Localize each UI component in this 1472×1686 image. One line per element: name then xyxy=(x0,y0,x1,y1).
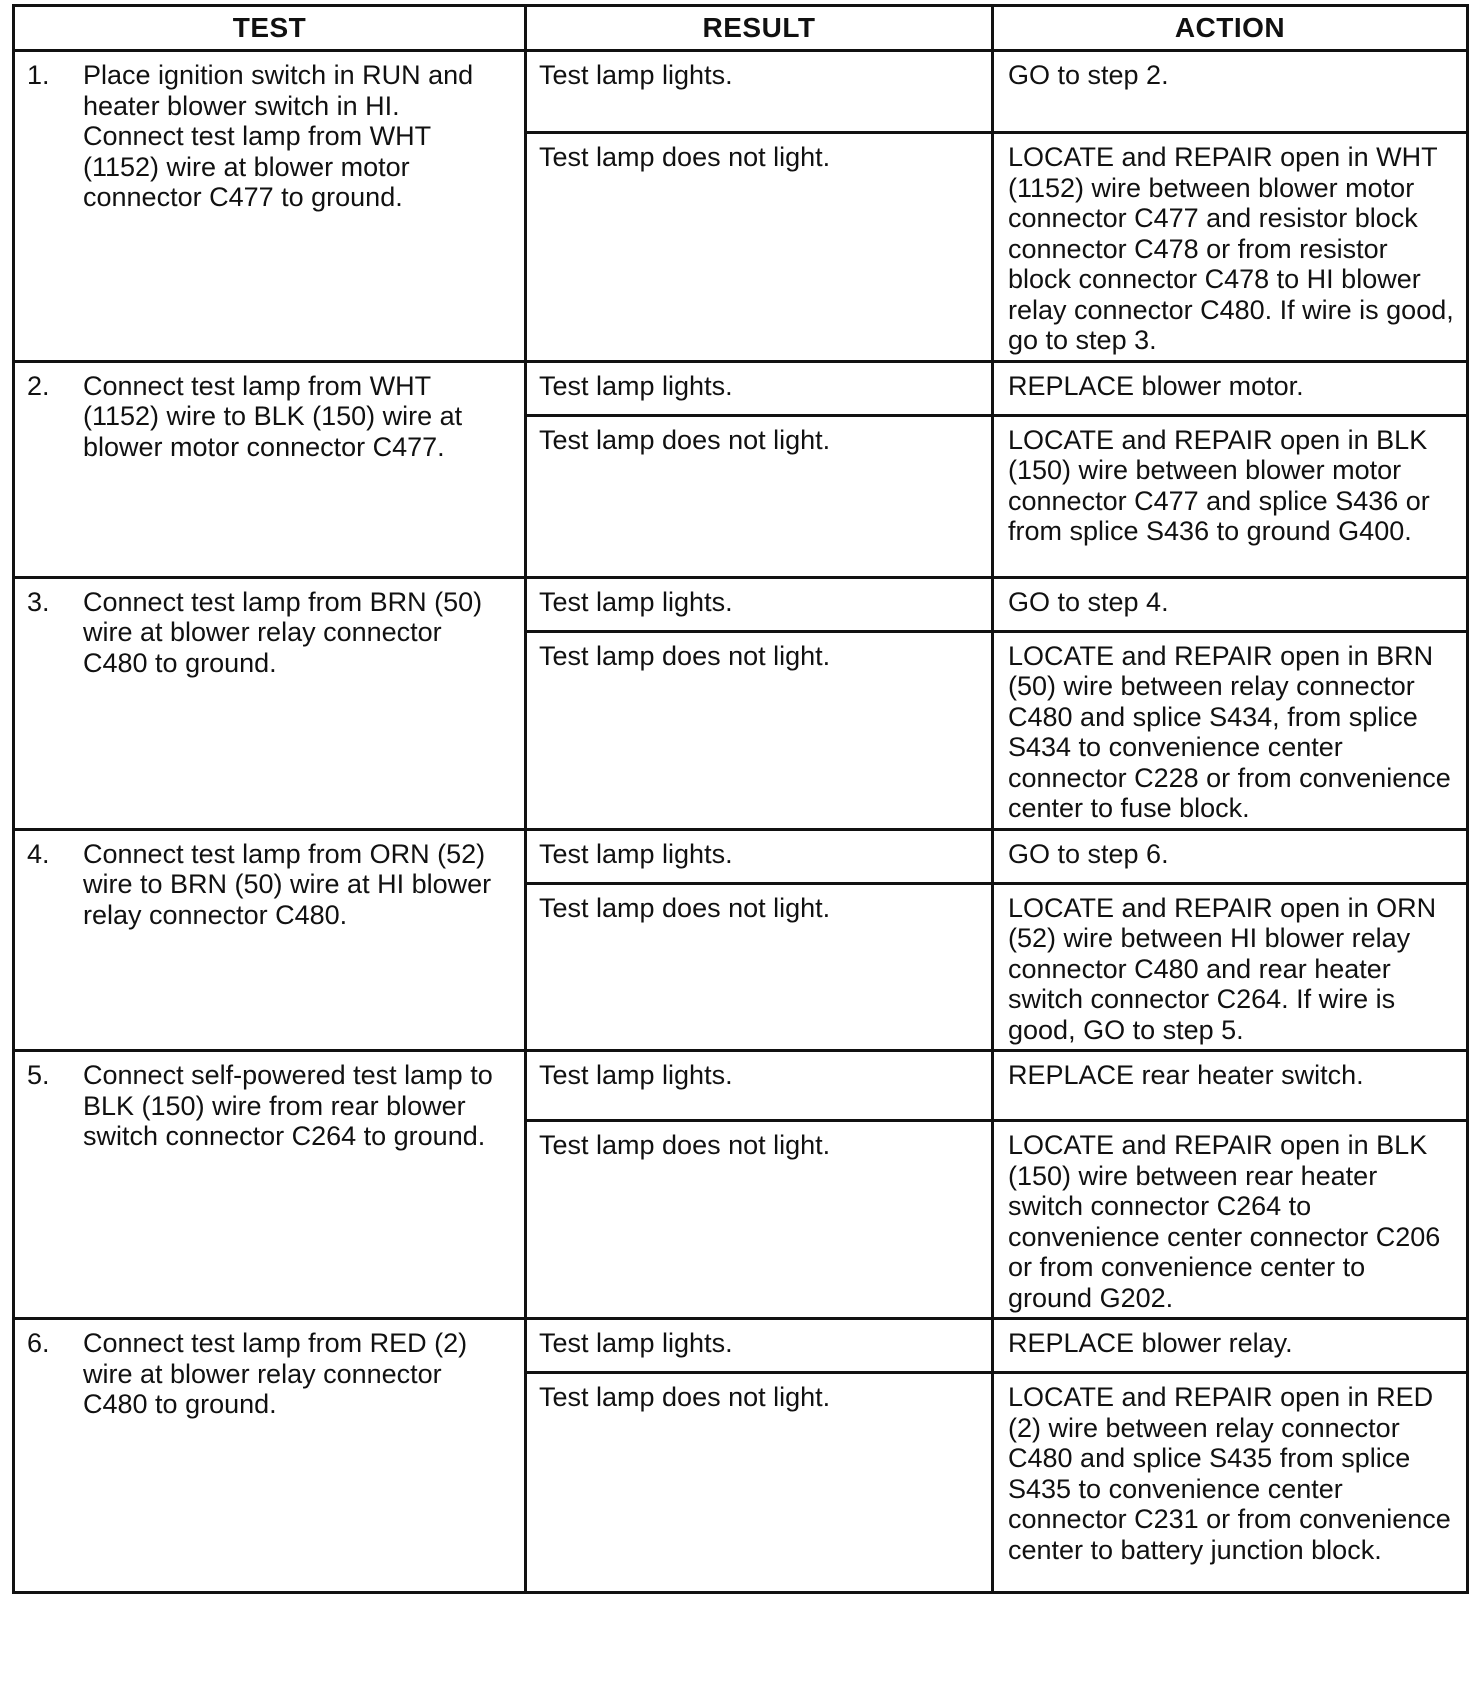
step-3-row-a xyxy=(14,577,1468,631)
header-result: RESULT xyxy=(526,6,993,51)
result-cell: Test lamp does not light. xyxy=(526,631,993,829)
step-4-test-cell xyxy=(14,829,526,1051)
header-test: TEST xyxy=(14,6,526,51)
result-cell: Test lamp does not light. xyxy=(526,415,993,577)
step-test-text: Place ignition switch in RUN and heater blower switch in HI. Connect test lamp from WHT (1152) wire at blower motor connector C477 to ground. xyxy=(83,60,474,212)
action-cell: LOCATE and REPAIR open in WHT (1152) wire between blower motor connector C477 and resistor block connector C478 or from resistor block connector C478 to HI blower relay connector C480. If wire is good, go to step 3. xyxy=(993,133,1468,362)
step-number: 6. xyxy=(27,1328,50,1358)
step-number: 5. xyxy=(27,1060,50,1090)
step-1-row-a xyxy=(14,51,1468,133)
action-cell: GO to step 4. xyxy=(993,577,1468,631)
result-cell: Test lamp does not light. xyxy=(526,1121,993,1319)
step-number: 2. xyxy=(27,370,50,401)
step-test-text: Connect test lamp from ORN (52) wire to BRN (50) wire at HI blower relay connector C480. xyxy=(83,838,492,930)
result-cell: Test lamp does not light. xyxy=(526,1373,993,1593)
step-number: 4. xyxy=(27,838,50,869)
result-cell: Test lamp lights. xyxy=(526,1051,993,1121)
action-cell: REPLACE blower motor. xyxy=(993,361,1468,415)
step-test-text: Connect test lamp from BRN (50) wire at blower relay connector C480 to ground. xyxy=(83,586,483,678)
step-2-row-a xyxy=(14,361,1468,415)
step-number: 3. xyxy=(27,586,50,617)
action-cell: GO to step 2. xyxy=(993,51,1468,133)
step-1-test-cell xyxy=(14,51,526,362)
header-row xyxy=(14,6,1468,51)
step-2-test-cell xyxy=(14,361,526,577)
step-test-text: Connect self-powered test lamp to BLK (150) wire from rear blower switch connector C264 to ground. xyxy=(83,1060,493,1151)
result-cell: Test lamp lights. xyxy=(526,829,993,883)
step-4-row-a xyxy=(14,829,1468,883)
result-cell: Test lamp lights. xyxy=(526,361,993,415)
action-cell: REPLACE rear heater switch. xyxy=(993,1051,1468,1121)
step-test-text: Connect test lamp from WHT (1152) wire to BLK (150) wire at blower motor connector C477. xyxy=(83,370,463,462)
action-cell: LOCATE and REPAIR open in ORN (52) wire between HI blower relay connector C480 and rear heater switch connector C264. If wire is good, GO to step 5. xyxy=(993,883,1468,1051)
step-6-test-cell xyxy=(14,1319,526,1593)
result-cell: Test lamp lights. xyxy=(526,51,993,133)
result-cell: Test lamp lights. xyxy=(526,1319,993,1373)
step-test-text: Connect test lamp from RED (2) wire at blower relay connector C480 to ground. xyxy=(83,1328,468,1419)
step-6-row-a xyxy=(14,1319,1468,1373)
step-5-row-a xyxy=(14,1051,1468,1121)
diagnostic-table xyxy=(12,4,1469,1594)
result-cell: Test lamp lights. xyxy=(526,577,993,631)
action-cell: GO to step 6. xyxy=(993,829,1468,883)
diagnostic-table-page xyxy=(12,4,1466,1594)
result-cell: Test lamp does not light. xyxy=(526,883,993,1051)
action-cell: LOCATE and REPAIR open in BRN (50) wire between relay connector C480 and splice S434, from splice S434 to convenience center connector C228 or from convenience center to fuse block. xyxy=(993,631,1468,829)
action-cell: REPLACE blower relay. xyxy=(993,1319,1468,1373)
step-number: 1. xyxy=(27,60,50,90)
action-cell: LOCATE and REPAIR open in RED (2) wire between relay connector C480 and splice S435 from splice S435 to convenience center connector C231 or from convenience center to battery junction block. xyxy=(993,1373,1468,1593)
action-cell: LOCATE and REPAIR open in BLK (150) wire between rear heater switch connector C264 to convenience center connector C206 or from convenience center to ground G202. xyxy=(993,1121,1468,1319)
header-action: ACTION xyxy=(993,6,1468,51)
action-cell: LOCATE and REPAIR open in BLK (150) wire between blower motor connector C477 and splice S436 or from splice S436 to ground G400. xyxy=(993,415,1468,577)
step-3-test-cell xyxy=(14,577,526,829)
result-cell: Test lamp does not light. xyxy=(526,133,993,362)
step-5-test-cell xyxy=(14,1051,526,1319)
